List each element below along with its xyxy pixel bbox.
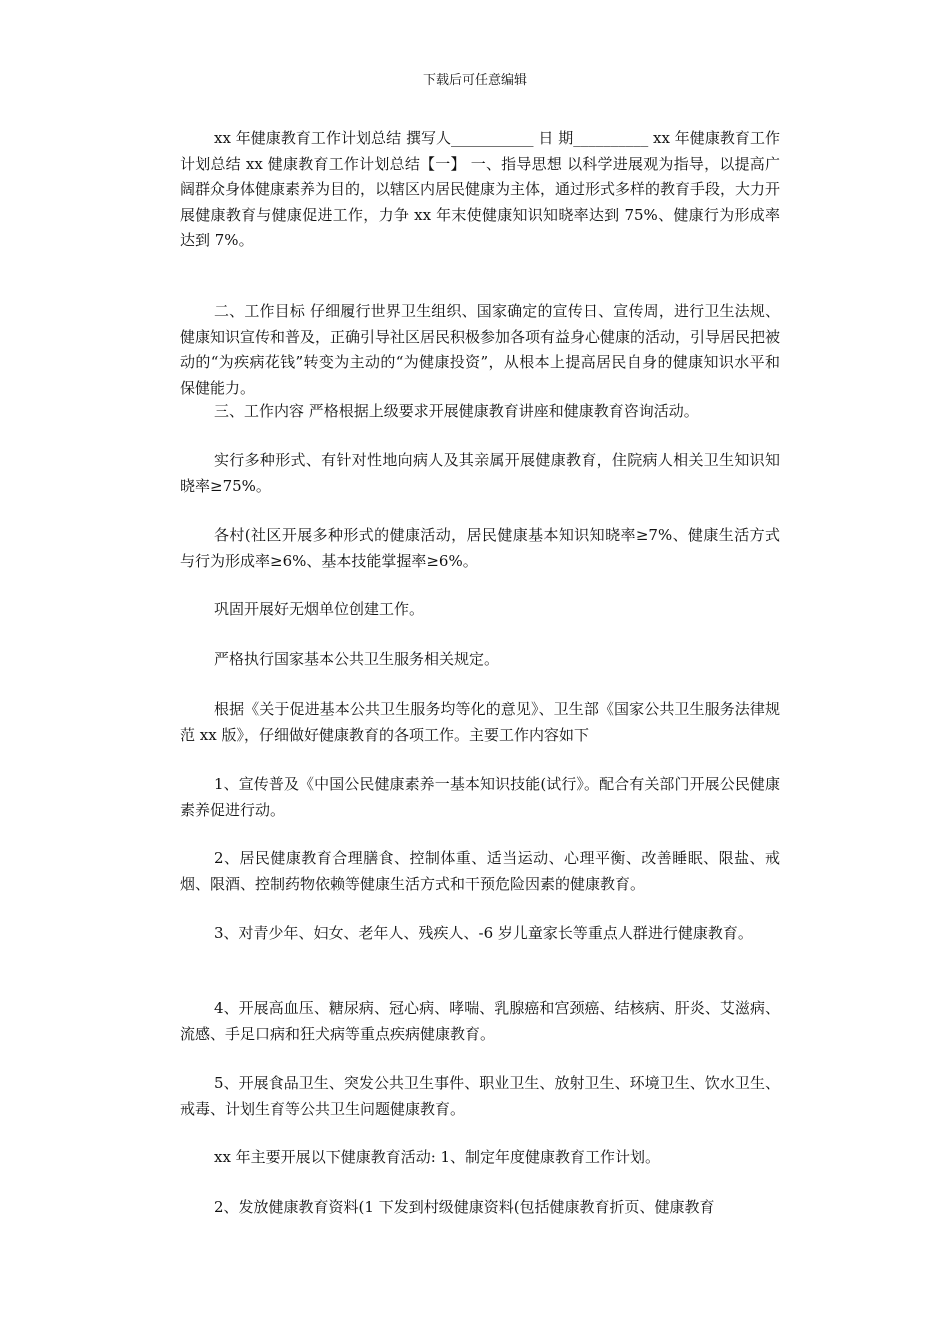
paragraph-patient-education: 实行多种形式、有针对性地向病人及其亲属开展健康教育，住院病人相关卫生知识知晓率≥75%。 (180, 451, 780, 495)
list-item-2: 2、居民健康教育合理膳食、控制体重、适当运动、心理平衡、改善睡眠、限盐、戒烟、限酒、控制药物依赖等健康生活方式和干预危险因素的健康教育。 (180, 849, 780, 893)
paragraph-intro: xx 年健康教育工作计划总结 撰写人___________ 日 期__________ xx 年健康教育工作计划总结 xx 健康教育工作计划总结【一】 一、指导思想 以科学进展观为指导，以提高广阔群众身体健康素养为目的，以辖区内居民健康为主体，通过形式多样的教育手段，大力开展健康教育与健康促进工作，力争 xx 年末使健康知识知晓率达到 75%、健康行为形成率达到 7%。 (180, 129, 781, 249)
list-item-4: 4、开展高血压、糖尿病、冠心病、哮喘、乳腺癌和宫颈癌、结核病、肝炎、艾滋病、流感、手足口病和狂犬病等重点疾病健康教育。 (180, 999, 780, 1043)
page-header: 下载后可任意编辑 (422, 73, 527, 88)
paragraph-smoke-free: 巩固开展好无烟单位创建工作。 (214, 600, 425, 618)
list-item-5: 5、开展食品卫生、突发公共卫生事件、职业卫生、放射卫生、环境卫生、饮水卫生、戒毒、计划生育等公共卫生问题健康教育。 (180, 1074, 780, 1118)
paragraph-content: 三、工作内容 严格根据上级要求开展健康教育讲座和健康教育咨询活动。 (214, 402, 699, 420)
paragraph-activities: xx 年主要开展以下健康教育活动: 1、制定年度健康教育工作计划。 (214, 1148, 661, 1166)
list-item-3: 3、对青少年、妇女、老年人、残疾人、-6 岁儿童家长等重点人群进行健康教育。 (214, 924, 753, 942)
list-item-1: 1、宣传普及《中国公民健康素养一基本知识技能(试行》。配合有关部门开展公民健康素养促进行动。 (180, 775, 780, 819)
paragraph-regulations: 严格执行国家基本公共卫生服务相关规定。 (214, 650, 500, 668)
paragraph-village-activities: 各村(社区开展多种形式的健康活动，居民健康基本知识知晓率≥7%、健康生活方式与行为形成率≥6%、基本技能掌握率≥6%。 (180, 526, 780, 570)
paragraph-goals: 二、工作目标 仔细履行世界卫生组织、国家确定的宣传日、宣传周，进行卫生法规、健康知识宣传和普及，正确引导社区居民积极参加各项有益身心健康的活动，引导居民把被动的“为疾病花钱”转变为主动的“为健康投资”，从根本上提高居民自身的健康知识水平和保健能力。 (180, 302, 781, 397)
paragraph-basis: 根据《关于促进基本公共卫生服务均等化的意见》、卫生部《国家公共卫生服务法律规范 xx 版》，仔细做好健康教育的各项工作。主要工作内容如下 (180, 700, 780, 744)
paragraph-materials: 2、发放健康教育资料(1 下发到村级健康资料(包括健康教育折页、健康教育 (214, 1198, 715, 1216)
